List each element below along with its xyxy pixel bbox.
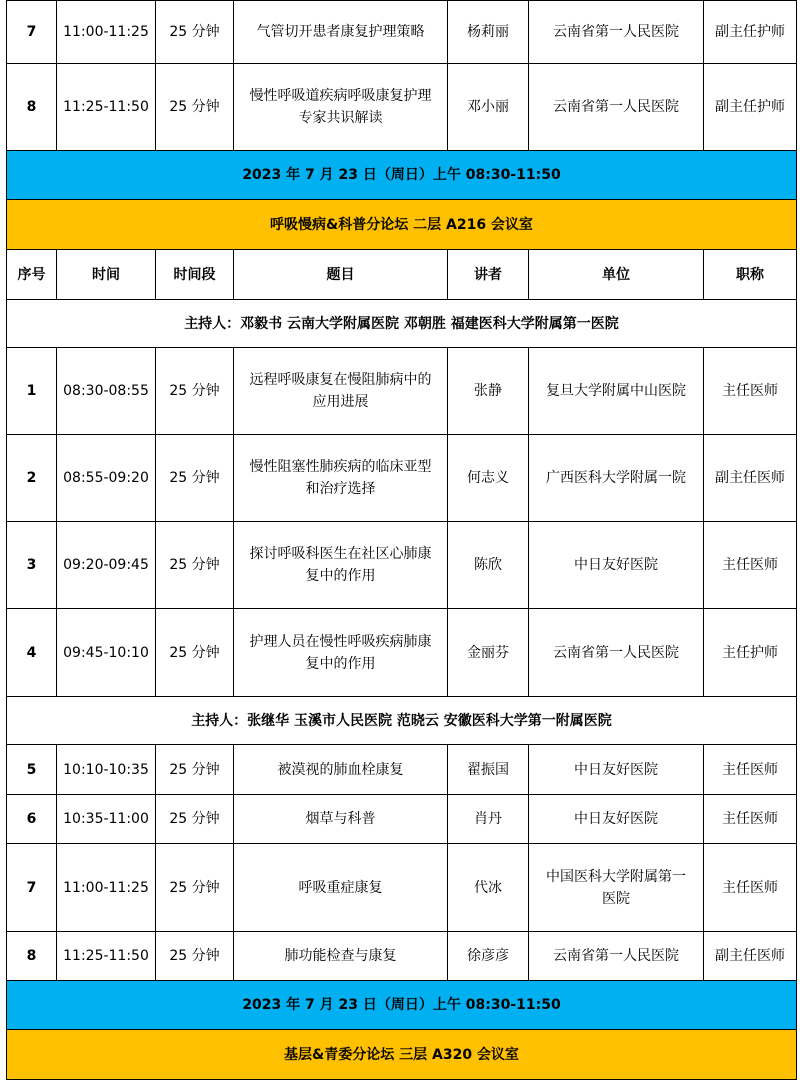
duration: 25 分钟: [156, 609, 234, 697]
speaker: 徐彦彦: [448, 932, 529, 981]
unit: [529, 348, 704, 435]
job-title: 副主任医师: [704, 435, 797, 522]
topic-line: 专家共识解读: [298, 110, 383, 126]
table-row: [7, 932, 797, 981]
row-number: 8: [7, 64, 57, 151]
unit: [529, 932, 704, 981]
table-row: [7, 795, 797, 844]
row-number: 3: [7, 522, 57, 609]
column-header: 序号: [7, 250, 57, 300]
table-row: [7, 522, 797, 609]
unit: [529, 609, 704, 697]
topic: [234, 844, 448, 932]
session-date: 2023 年 7 月 23 日（周日）上午 08:30-11:50: [7, 151, 797, 200]
time-range: 11:25-11:50: [57, 64, 156, 151]
session-date-band: [7, 151, 797, 200]
row-number: 7: [7, 1, 57, 64]
host-text: 主持人：张继华 玉溪市人民医院 范晓云 安徽医科大学第一附属医院: [7, 697, 797, 745]
forum-band: [7, 200, 797, 250]
row-number: 6: [7, 795, 57, 844]
duration: 25 分钟: [156, 932, 234, 981]
duration: 25 分钟: [156, 435, 234, 522]
time-range: 08:55-09:20: [57, 435, 156, 522]
unit: [529, 844, 704, 932]
speaker: 邓小丽: [448, 64, 529, 151]
speaker: 杨莉丽: [448, 1, 529, 64]
host-row: [7, 697, 797, 745]
topic-line: 复中的作用: [305, 655, 376, 672]
duration: 25 分钟: [156, 64, 234, 151]
duration: 25 分钟: [156, 795, 234, 844]
unit-line: 云南省第一人民医院: [553, 644, 679, 661]
topic-line: 和治疗选择: [305, 481, 376, 497]
topic: [234, 745, 448, 795]
unit-line: 广西医科大学附属一院: [546, 470, 686, 486]
speaker: 张静: [448, 348, 529, 435]
unit: [529, 745, 704, 795]
schedule-table: [6, 0, 797, 1080]
topic-line: 烟草与科普: [305, 811, 376, 827]
topic: [234, 522, 448, 609]
table-row: [7, 609, 797, 697]
topic: [234, 348, 448, 435]
job-title: 主任医师: [704, 348, 797, 435]
forum-band: [7, 1030, 797, 1080]
speaker: 代冰: [448, 844, 529, 932]
job-title: 主任医师: [704, 522, 797, 609]
speaker: 何志义: [448, 435, 529, 522]
row-number: 5: [7, 745, 57, 795]
table-row: [7, 745, 797, 795]
unit-line: 云南省第一人民医院: [553, 24, 679, 40]
duration: 25 分钟: [156, 522, 234, 609]
column-header: 讲者: [448, 250, 529, 300]
topic-line: 被漠视的肺血栓康复: [277, 761, 404, 778]
time-range: 09:20-09:45: [57, 522, 156, 609]
time-range: 09:45-10:10: [57, 609, 156, 697]
table-row: [7, 435, 797, 522]
table-row: [7, 844, 797, 932]
topic-line: 复中的作用: [305, 568, 376, 584]
table-row: [7, 1, 797, 64]
unit: [529, 522, 704, 609]
time-range: 10:35-11:00: [57, 795, 156, 844]
duration: 25 分钟: [156, 844, 234, 932]
unit: [529, 1, 704, 64]
topic-line: 探讨呼吸科医生在社区心肺康: [249, 546, 432, 562]
row-number: 7: [7, 844, 57, 932]
column-header: 时间: [57, 250, 156, 300]
job-title: 主任医师: [704, 745, 797, 795]
speaker: 翟振国: [448, 745, 529, 795]
topic: [234, 64, 448, 151]
speaker: 陈欣: [448, 522, 529, 609]
unit-line: 中日友好医院: [574, 761, 658, 778]
topic: [234, 932, 448, 981]
unit-line: 云南省第一人民医院: [553, 99, 679, 115]
job-title: 主任护师: [704, 609, 797, 697]
topic-line: 慢性呼吸道疾病呼吸康复护理: [249, 88, 432, 104]
job-title: 主任医师: [704, 844, 797, 932]
duration: 25 分钟: [156, 1, 234, 64]
time-range: 10:10-10:35: [57, 745, 156, 795]
topic: [234, 609, 448, 697]
job-title: 副主任医师: [704, 932, 797, 981]
topic: [234, 795, 448, 844]
session-date-band: [7, 981, 797, 1030]
topic: [234, 435, 448, 522]
job-title: 副主任护师: [704, 64, 797, 151]
row-number: 2: [7, 435, 57, 522]
topic-line: 护理人员在慢性呼吸疾病肺康: [249, 633, 432, 650]
topic-line: 肺功能检查与康复: [284, 948, 397, 964]
column-header: 题目: [234, 250, 448, 300]
column-header: 单位: [529, 250, 704, 300]
unit-line: 中国医科大学附属第一: [546, 868, 686, 885]
unit-line: 云南省第一人民医院: [553, 948, 679, 964]
table-row: [7, 64, 797, 151]
time-range: 11:00-11:25: [57, 1, 156, 64]
unit: [529, 795, 704, 844]
row-number: 4: [7, 609, 57, 697]
time-range: 11:25-11:50: [57, 932, 156, 981]
row-number: 1: [7, 348, 57, 435]
topic-line: 应用进展: [312, 394, 369, 410]
unit-line: 复旦大学附属中山医院: [546, 383, 686, 399]
duration: 25 分钟: [156, 745, 234, 795]
time-range: 11:00-11:25: [57, 844, 156, 932]
job-title: 副主任护师: [704, 1, 797, 64]
column-header: 时间段: [156, 250, 234, 300]
row-number: 8: [7, 932, 57, 981]
forum-title: 呼吸慢病&科普分论坛 二层 A216 会议室: [7, 200, 797, 250]
time-range: 08:30-08:55: [57, 348, 156, 435]
column-header: 职称: [704, 250, 797, 300]
speaker: 肖丹: [448, 795, 529, 844]
unit-line: 中日友好医院: [574, 811, 658, 827]
topic-line: 气管切开患者康复护理策略: [256, 24, 425, 40]
header-row: [7, 250, 797, 300]
speaker: 金丽芬: [448, 609, 529, 697]
topic-line: 慢性阻塞性肺疾病的临床亚型: [249, 459, 432, 475]
table-row: [7, 348, 797, 435]
session-date: 2023 年 7 月 23 日（周日）上午 08:30-11:50: [7, 981, 797, 1030]
unit: [529, 435, 704, 522]
topic-line: 呼吸重症康复: [298, 879, 383, 896]
duration: 25 分钟: [156, 348, 234, 435]
unit-line: 医院: [602, 890, 630, 907]
forum-title: 基层&青委分论坛 三层 A320 会议室: [7, 1030, 797, 1080]
topic-line: 远程呼吸康复在慢阻肺病中的: [249, 372, 432, 388]
job-title: 主任医师: [704, 795, 797, 844]
unit: [529, 64, 704, 151]
unit-line: 中日友好医院: [574, 557, 658, 573]
host-text: 主持人：邓毅书 云南大学附属医院 邓朝胜 福建医科大学附属第一医院: [7, 300, 797, 348]
topic: [234, 1, 448, 64]
host-row: [7, 300, 797, 348]
